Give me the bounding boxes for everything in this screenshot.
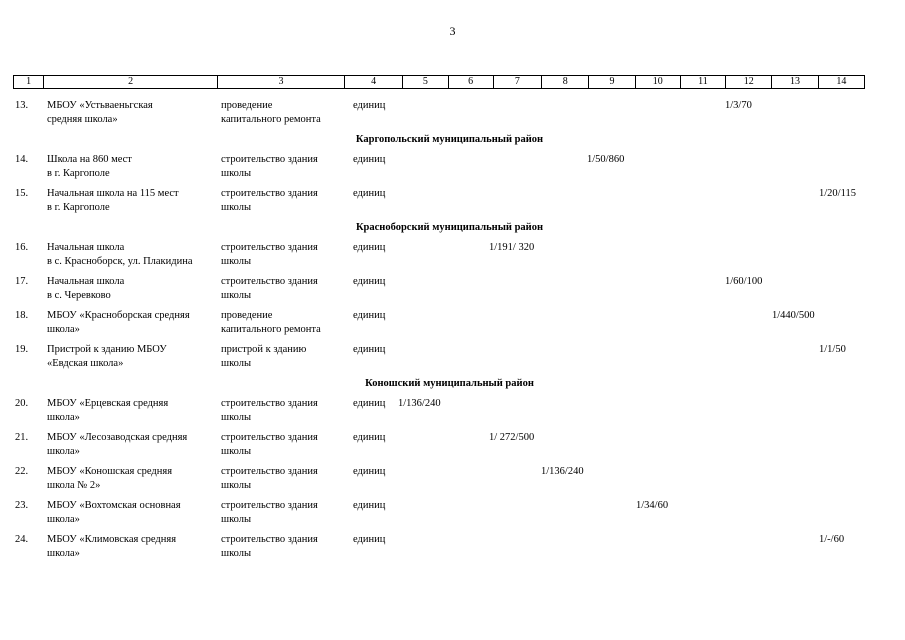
row-number-line: 16. — [15, 242, 29, 253]
column-header-10: 10 — [635, 76, 680, 89]
unit — [353, 431, 385, 445]
column-header-9: 9 — [589, 76, 635, 89]
object-name — [47, 153, 217, 181]
column-header-1: 1 — [14, 76, 44, 89]
district-heading — [13, 218, 873, 238]
row-number — [15, 499, 41, 513]
row-number-line: 14. — [15, 154, 29, 165]
row-value: 1/ 272/500 — [489, 432, 535, 443]
column-header-5: 5 — [403, 76, 448, 89]
row-value: 1/20/115 — [819, 188, 856, 199]
row-value: 1/3/70 — [725, 100, 752, 111]
row-number — [15, 465, 41, 479]
row-number-line: 20. — [15, 398, 29, 409]
work-type — [221, 187, 349, 215]
object-name-line: МБОУ «Вохтомская основная — [47, 500, 181, 511]
unit — [353, 309, 385, 323]
column-header-8: 8 — [542, 76, 589, 89]
table-row — [13, 496, 873, 530]
unit — [353, 241, 385, 255]
unit — [353, 99, 385, 113]
object-name-line: МБОУ «Устьваеньгская — [47, 100, 153, 111]
work-type-line: строительство здания — [221, 276, 318, 287]
unit-line: единиц — [353, 466, 386, 477]
column-header-3: 3 — [218, 76, 345, 89]
work-type-line: школы — [221, 412, 252, 423]
unit-line: единиц — [353, 398, 386, 409]
row-number-line: 21. — [15, 432, 29, 443]
object-name-line: школа» — [47, 446, 80, 457]
object-name-line: в с. Красноборск, ул. Плакидина — [47, 256, 193, 267]
work-type — [221, 275, 349, 303]
work-type-line: школы — [221, 202, 252, 213]
object-name-line: школа» — [47, 412, 80, 423]
object-name-line: Начальная школа — [47, 276, 125, 287]
table-row — [13, 306, 873, 340]
row-number — [15, 187, 41, 201]
work-type-line: строительство здания — [221, 188, 318, 199]
table-body — [13, 96, 873, 564]
unit — [353, 275, 385, 289]
work-type-line: школы — [221, 358, 252, 369]
row-value: 1/440/500 — [772, 310, 815, 321]
unit-line: единиц — [353, 154, 386, 165]
unit-line: единиц — [353, 100, 386, 111]
work-type-line: капитального ремонта — [221, 324, 321, 335]
column-header-4: 4 — [344, 76, 402, 89]
table-row — [13, 96, 873, 130]
row-number-line: 17. — [15, 276, 29, 287]
object-name-line: средняя школа» — [47, 114, 118, 125]
unit-line: единиц — [353, 344, 386, 355]
column-header-table — [13, 75, 865, 89]
object-name — [47, 187, 217, 215]
column-header-14: 14 — [818, 76, 864, 89]
district-title: Каргопольский муниципальный район — [355, 134, 544, 145]
column-header-11: 11 — [680, 76, 725, 89]
work-type — [221, 99, 349, 127]
work-type-line: строительство здания — [221, 500, 318, 511]
object-name — [47, 99, 217, 127]
unit — [353, 187, 385, 201]
unit-line: единиц — [353, 500, 386, 511]
unit — [353, 533, 385, 547]
row-value: 1/34/60 — [636, 500, 669, 511]
row-number — [15, 397, 41, 411]
district-title: Красноборский муниципальный район — [355, 222, 544, 233]
row-number — [15, 431, 41, 445]
row-value: 1/50/860 — [587, 154, 625, 165]
work-type-line: строительство здания — [221, 154, 318, 165]
row-value: 1/-/60 — [819, 534, 845, 545]
unit-line: единиц — [353, 432, 386, 443]
work-type — [221, 499, 349, 527]
object-name-line: Начальная школа на 115 мест — [47, 188, 179, 199]
table-row — [13, 428, 873, 462]
district-title: Коношский муниципальный район — [365, 378, 534, 389]
row-value: 1/60/100 — [725, 276, 763, 287]
row-value: 1/191/ 320 — [489, 242, 535, 253]
object-name-line: в г. Каргополе — [47, 202, 110, 213]
unit-line: единиц — [353, 534, 386, 545]
work-type-line: строительство здания — [221, 534, 318, 545]
object-name-line: школа» — [47, 324, 80, 335]
column-header-2: 2 — [44, 76, 218, 89]
row-value: 1/136/240 — [398, 398, 441, 409]
work-type-line: строительство здания — [221, 398, 318, 409]
row-number — [15, 99, 41, 113]
row-number — [15, 343, 41, 357]
object-name-line: в с. Черевково — [47, 290, 111, 301]
work-type — [221, 343, 349, 371]
work-type — [221, 309, 349, 337]
unit-line: единиц — [353, 188, 386, 199]
object-name — [47, 275, 217, 303]
work-type-line: школы — [221, 290, 252, 301]
work-type — [221, 241, 349, 269]
object-name — [47, 241, 217, 269]
column-header-6: 6 — [448, 76, 493, 89]
table-row — [13, 238, 873, 272]
row-number-line: 23. — [15, 500, 29, 511]
work-type-line: проведение — [221, 100, 273, 111]
work-type — [221, 431, 349, 459]
column-header-12: 12 — [726, 76, 772, 89]
work-type — [221, 533, 349, 561]
object-name-line: Школа на 860 мест — [47, 154, 132, 165]
object-name-line: МБОУ «Коношская средняя — [47, 466, 173, 477]
row-number-line: 15. — [15, 188, 29, 199]
column-header-7: 7 — [493, 76, 541, 89]
work-type-line: школы — [221, 514, 252, 525]
object-name-line: Начальная школа — [47, 242, 125, 253]
work-type-line: строительство здания — [221, 466, 318, 477]
page-number: 3 — [449, 24, 456, 38]
unit — [353, 397, 385, 411]
row-number-line: 19. — [15, 344, 29, 355]
row-number-line: 22. — [15, 466, 29, 477]
object-name — [47, 499, 217, 527]
row-number-line: 24. — [15, 534, 29, 545]
table-row — [13, 462, 873, 496]
object-name — [47, 309, 217, 337]
row-number — [15, 309, 41, 323]
object-name-line: школа» — [47, 548, 80, 559]
unit — [353, 499, 385, 513]
unit-line: единиц — [353, 310, 386, 321]
row-number-line: 18. — [15, 310, 29, 321]
work-type-line: школы — [221, 548, 252, 559]
table-row — [13, 272, 873, 306]
unit — [353, 465, 385, 479]
work-type — [221, 397, 349, 425]
district-heading — [13, 130, 873, 150]
column-header-13: 13 — [772, 76, 818, 89]
table-row — [13, 184, 873, 218]
row-number — [15, 275, 41, 289]
unit-line: единиц — [353, 276, 386, 287]
column-header-row — [14, 76, 865, 89]
unit — [353, 343, 385, 357]
object-name-line: МБОУ «Климовская средняя — [47, 534, 177, 545]
district-heading — [13, 374, 873, 394]
table-row — [13, 340, 873, 374]
unit — [353, 153, 385, 167]
object-name-line: в г. Каргополе — [47, 168, 110, 179]
work-type — [221, 465, 349, 493]
object-name — [47, 465, 217, 493]
work-type-line: капитального ремонта — [221, 114, 321, 125]
object-name-line: школа» — [47, 514, 80, 525]
work-type-line: проведение — [221, 310, 273, 321]
row-number — [15, 533, 41, 547]
object-name — [47, 431, 217, 459]
object-name — [47, 343, 217, 371]
table-row — [13, 530, 873, 564]
object-name-line: Пристрой к зданию МБОУ — [47, 344, 167, 355]
row-number — [15, 153, 41, 167]
row-value: 1/136/240 — [541, 466, 584, 477]
object-name — [47, 533, 217, 561]
work-type-line: школы — [221, 480, 252, 491]
object-name — [47, 397, 217, 425]
work-type-line: школы — [221, 446, 252, 457]
row-number-line: 13. — [15, 100, 29, 111]
work-type-line: строительство здания — [221, 432, 318, 443]
work-type-line: школы — [221, 256, 252, 267]
object-name-line: школа № 2» — [47, 480, 101, 491]
object-name-line: МБОУ «Ерцевская средняя — [47, 398, 169, 409]
unit-line: единиц — [353, 242, 386, 253]
work-type — [221, 153, 349, 181]
object-name-line: МБОУ «Лесозаводская средняя — [47, 432, 188, 443]
work-type-line: школы — [221, 168, 252, 179]
table-row — [13, 394, 873, 428]
work-type-line: строительство здания — [221, 242, 318, 253]
table-row — [13, 150, 873, 184]
object-name-line: «Евдская школа» — [47, 358, 124, 369]
object-name-line: МБОУ «Красноборская средняя — [47, 310, 190, 321]
work-type-line: пристрой к зданию — [221, 344, 307, 355]
row-value: 1/1/50 — [819, 344, 846, 355]
row-number — [15, 241, 41, 255]
